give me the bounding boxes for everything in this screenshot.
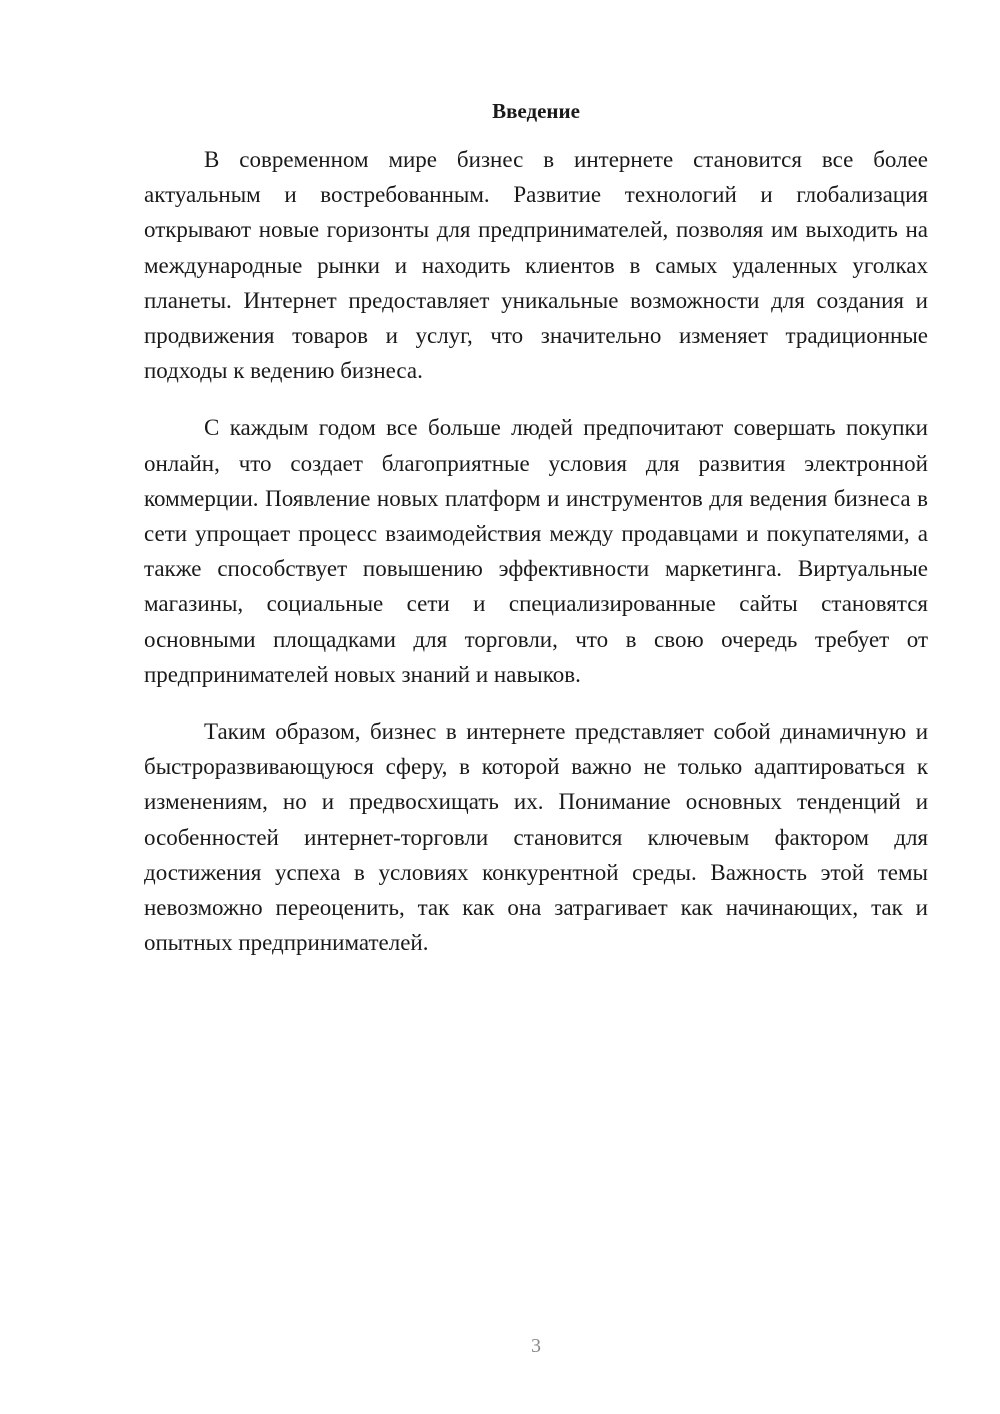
paragraph-2: С каждым годом все больше людей предпочитают совершать покупки онлайн, что создает благоприятные условия для развития электронной коммерции. Появление новых платформ и инструментов для ведения бизнеса в сети упрощает процесс взаимодействия между продавцами и покупателями, а также способствует повышению эффективности маркетинга. Виртуальные магазины, социальные сети и специализированные сайты становятся основными площадками для торговли, что в свою очередь требует от предпринимателей новых знаний и навыков.	[144, 415, 928, 687]
section-heading: Введение	[492, 99, 580, 123]
paragraph-3: Таким образом, бизнес в интернете представляет собой динамичную и быстроразвивающуюся сферу, в которой важно не только адаптироваться к изменениям, но и предвосхищать их. Понимание основных тенденций и особенностей интернет-торговли становится ключевым фактором для достижения успеха в условиях конкурентной среды. Важность этой темы невозможно переоценить, так как она затрагивает как начинающих, так и опытных предпринимателей.	[144, 719, 928, 956]
paragraph-1: В современном мире бизнес в интернете становится все более актуальным и востребованным. Развитие технологий и глобализация открывают новые горизонты для предпринимателей, позволяя им выходить на международные рынки и находить клиентов в самых удаленных уголках планеты. Интернет предоставляет уникальные возможности для создания и продвижения товаров и услуг, что значительно изменяет традиционные подходы к ведению бизнеса.	[144, 147, 928, 384]
page-content	[144, 98, 928, 982]
page-number: 3	[531, 1335, 541, 1357]
